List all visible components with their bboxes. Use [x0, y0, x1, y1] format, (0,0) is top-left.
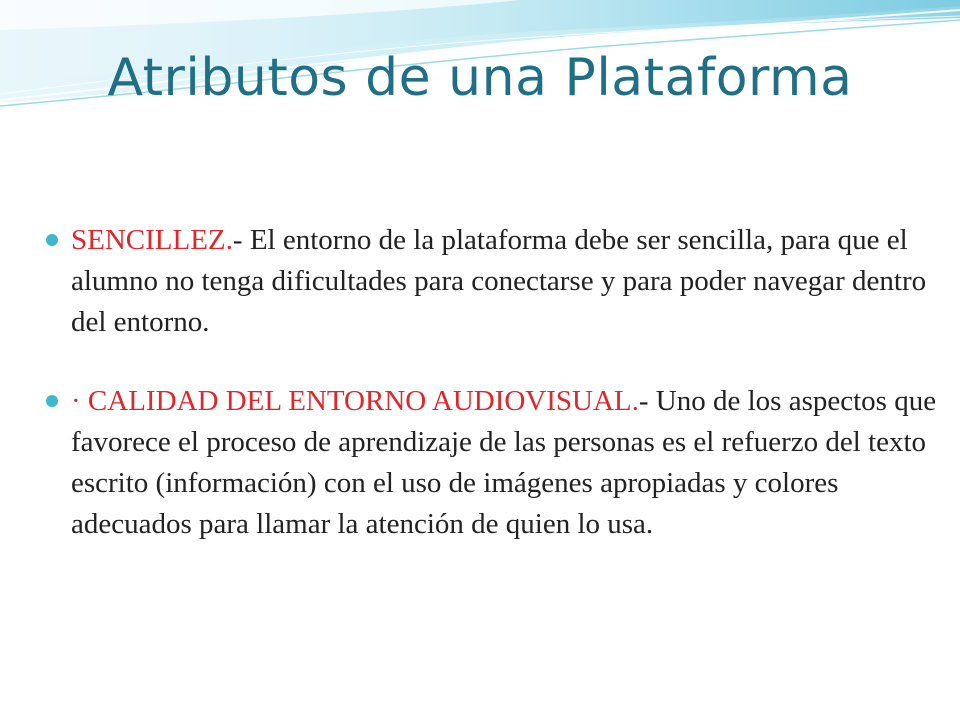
bullet-prefix: ·: [71, 385, 88, 417]
bullet-dot-icon: [46, 395, 58, 407]
bullet-lead-term: SENCILLEZ.: [71, 224, 233, 256]
bullet-body-text: - Uno de los aspectos que favorece el proceso de aprendizaje de las personas es el refuerzo del texto escrito (información) con el uso de imágenes apropiadas y colores adecuados para llamar la atención de quien lo usa.: [71, 385, 937, 540]
slide-title: Atributos de una Plataforma: [107, 48, 853, 108]
bullet-lead-term: CALIDAD DEL ENTORNO AUDIOVISUAL.: [87, 385, 639, 417]
bullet-item-calidad: [42, 381, 942, 545]
bullet-dot-icon: [46, 234, 58, 246]
bullet-item-sencillez: [42, 220, 942, 343]
bullet-body-text: - El entorno de la plataforma debe ser sencilla, para que el alumno no tenga dificultades para conectarse y para poder navegar dentro del entorno.: [71, 224, 927, 338]
bullet-list: [42, 220, 942, 545]
